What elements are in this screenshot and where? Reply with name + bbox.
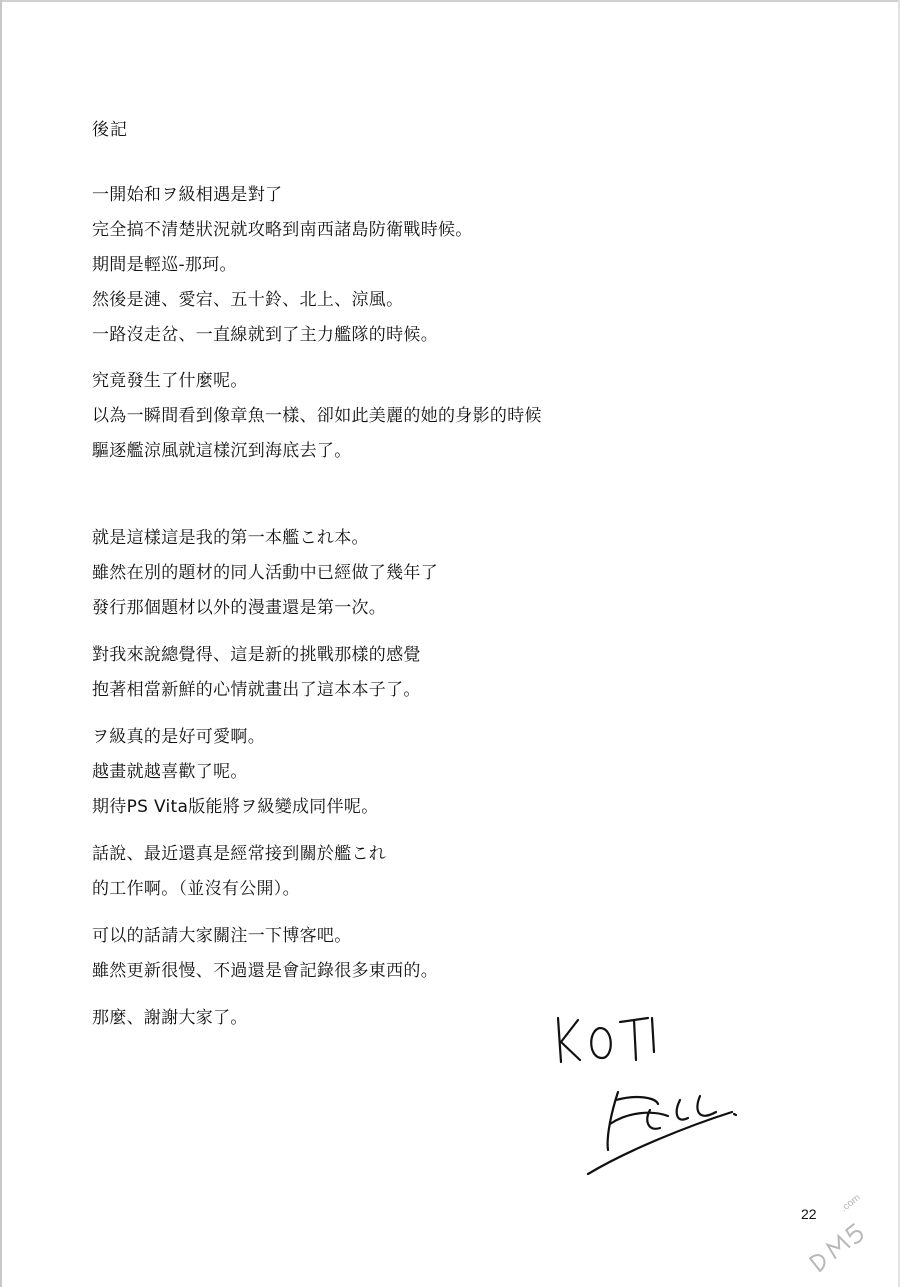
text-line: 雖然更新很慢、不過還是會記錄很多東西的。 [92, 961, 438, 981]
text-line: 雖然在別的題材的同人活動中已經做了幾年了 [92, 563, 438, 583]
afterword-body [92, 178, 632, 1036]
page-number: 22 [801, 1206, 817, 1222]
text-line: 期間是輕巡-那珂。 [92, 255, 237, 275]
paragraph [92, 364, 632, 469]
paragraph [92, 521, 632, 626]
paragraph [92, 638, 632, 708]
watermark-logo [780, 1185, 890, 1275]
paragraph [92, 178, 632, 353]
text-line: 以為一瞬間看到像章魚一樣、卻如此美麗的她的身影的時候 [92, 406, 542, 426]
text-line: 話說、最近還真是經常接到關於艦これ [92, 844, 387, 864]
page-border-left [0, 0, 2, 1287]
page-border-top [0, 0, 900, 2]
paragraph [92, 720, 632, 825]
signature-drawing [548, 1000, 748, 1180]
text-line: 可以的話請大家關注一下博客吧。 [92, 926, 352, 946]
text-line: 對我來說總覺得、這是新的挑戰那樣的感覺 [92, 645, 421, 665]
text-line: 期待PS Vita版能將ヲ級變成同伴呢。 [92, 797, 379, 817]
text-line: 那麼、謝謝大家了。 [92, 1008, 248, 1028]
paragraph [92, 919, 632, 989]
text-line: 越畫就越喜歡了呢。 [92, 762, 248, 782]
watermark-drawing [780, 1185, 890, 1275]
text-line: 完全搞不清楚狀況就攻略到南西諸島防衛戰時候。 [92, 220, 473, 240]
text-line: ヲ級真的是好可愛啊。 [92, 727, 265, 747]
text-line: 驅逐艦涼風就這樣沉到海底去了。 [92, 441, 352, 461]
handwritten-signature [548, 1000, 748, 1180]
page-title: 後記 [92, 120, 128, 140]
text-line: 然後是漣、愛宕、五十鈴、北上、涼風。 [92, 290, 404, 310]
text-line: 就是這樣這是我的第一本艦これ本。 [92, 528, 369, 548]
text-line: 發行那個題材以外的漫畫還是第一次。 [92, 598, 387, 618]
text-line: 究竟發生了什麼呢。 [92, 371, 248, 391]
paragraph [92, 837, 632, 907]
text-line: 一開始和ヲ級相遇是對了 [92, 185, 283, 205]
text-line: 抱著相當新鮮的心情就畫出了這本本子了。 [92, 680, 421, 700]
svg-text:.com: .com [838, 1192, 863, 1215]
text-line: 的工作啊。（並沒有公開）。 [92, 879, 300, 899]
text-line: 一路沒走岔、一直線就到了主力艦隊的時候。 [92, 325, 438, 345]
